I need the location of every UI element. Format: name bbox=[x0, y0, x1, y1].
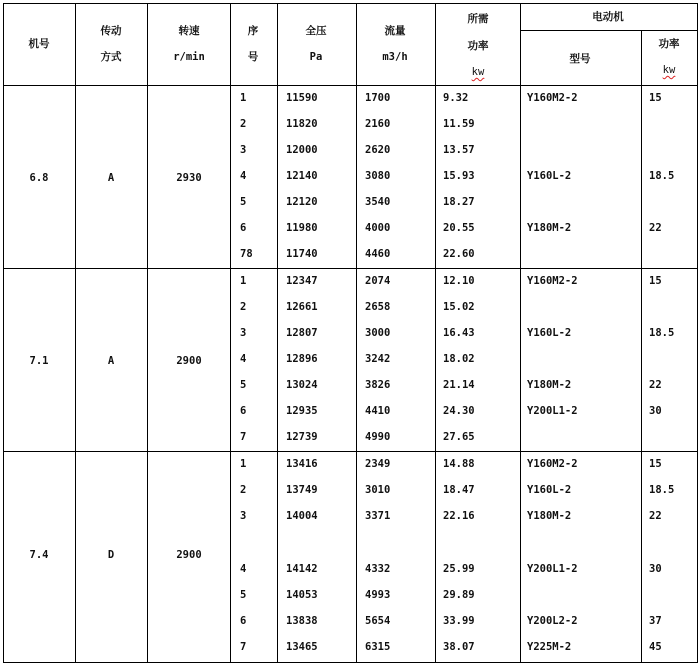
pressure-cell: 12120 bbox=[286, 196, 318, 208]
motor-power-cell: 45 bbox=[649, 641, 662, 653]
pressure-cell: 12661 bbox=[286, 301, 318, 313]
seq-cell: 3 bbox=[240, 144, 247, 156]
motor-model-cell: Y200L1-2 bbox=[527, 563, 578, 575]
power-cell: 29.89 bbox=[443, 589, 475, 601]
pressure-cell: 12739 bbox=[286, 431, 318, 443]
motor-model-cell: Y160M2-2 bbox=[527, 275, 578, 287]
motor-power-cell: 15 bbox=[649, 275, 662, 287]
col-line-3 bbox=[230, 3, 231, 663]
power-cell: 21.14 bbox=[443, 379, 475, 391]
pressure-cell: 13024 bbox=[286, 379, 318, 391]
pressure-cell: 11740 bbox=[286, 248, 318, 260]
power-cell: 27.65 bbox=[443, 431, 475, 443]
pressure-cell: 12000 bbox=[286, 144, 318, 156]
pressure-cell: 13465 bbox=[286, 641, 318, 653]
header-flow-line1: 流量 bbox=[384, 25, 406, 37]
table-border-left bbox=[3, 3, 4, 663]
power-cell: 25.99 bbox=[443, 563, 475, 575]
pressure-cell: 12935 bbox=[286, 405, 318, 417]
motor-model-cell: Y225M-2 bbox=[527, 641, 572, 653]
seq-cell: 7 bbox=[240, 641, 247, 653]
pressure-cell: 14142 bbox=[286, 563, 318, 575]
col-line-6 bbox=[435, 3, 436, 663]
model-no-cell: 7.1 bbox=[29, 355, 49, 367]
col-line-2 bbox=[147, 3, 148, 663]
seq-cell: 2 bbox=[240, 484, 247, 496]
power-cell: 18.02 bbox=[443, 353, 475, 365]
col-line-5 bbox=[356, 3, 357, 663]
seq-cell: 78 bbox=[240, 248, 253, 260]
power-cell: 9.32 bbox=[443, 92, 469, 104]
pressure-cell: 13749 bbox=[286, 484, 318, 496]
seq-cell: 4 bbox=[240, 563, 247, 575]
flow-cell: 2349 bbox=[365, 458, 391, 470]
flow-cell: 3010 bbox=[365, 484, 391, 496]
seq-cell: 5 bbox=[240, 379, 247, 391]
flow-cell: 5654 bbox=[365, 615, 391, 627]
flow-cell: 1700 bbox=[365, 92, 391, 104]
power-cell: 38.07 bbox=[443, 641, 475, 653]
flow-cell: 3000 bbox=[365, 327, 391, 339]
pressure-cell: 13416 bbox=[286, 458, 318, 470]
pressure-cell: 12347 bbox=[286, 275, 318, 287]
seq-cell: 6 bbox=[240, 405, 247, 417]
seq-cell: 2 bbox=[240, 118, 247, 130]
power-cell: 15.02 bbox=[443, 301, 475, 313]
motor-model-cell: Y200L2-2 bbox=[527, 615, 578, 627]
header-power-line1: 所需 bbox=[467, 13, 489, 25]
model-no-cell: 6.8 bbox=[29, 172, 49, 184]
motor-power-cell: 22 bbox=[649, 379, 662, 391]
motor-model-cell: Y160L-2 bbox=[527, 327, 572, 339]
header-motor-model: 型号 bbox=[569, 53, 591, 65]
table-border-bottom bbox=[3, 662, 697, 663]
motor-model-cell: Y180M-2 bbox=[527, 510, 572, 522]
motor-model-cell: Y160M2-2 bbox=[527, 92, 578, 104]
motor-power-cell: 15 bbox=[649, 458, 662, 470]
speed-cell: 2930 bbox=[176, 172, 202, 184]
col-line-7 bbox=[520, 3, 521, 663]
motor-header-divider bbox=[520, 30, 697, 31]
motor-model-cell: Y180M-2 bbox=[527, 222, 572, 234]
flow-cell: 2074 bbox=[365, 275, 391, 287]
power-cell: 18.27 bbox=[443, 196, 475, 208]
power-cell: 22.60 bbox=[443, 248, 475, 260]
header-motor-power-line1: 功率 bbox=[658, 38, 680, 50]
header-drive-line2: 方式 bbox=[100, 51, 122, 63]
pressure-cell: 12896 bbox=[286, 353, 318, 365]
pressure-cell: 14004 bbox=[286, 510, 318, 522]
power-cell: 15.93 bbox=[443, 170, 475, 182]
seq-cell: 3 bbox=[240, 510, 247, 522]
power-cell: 22.16 bbox=[443, 510, 475, 522]
seq-cell: 1 bbox=[240, 275, 247, 287]
pressure-cell: 12807 bbox=[286, 327, 318, 339]
power-cell: 18.47 bbox=[443, 484, 475, 496]
motor-power-cell: 22 bbox=[649, 510, 662, 522]
flow-cell: 3242 bbox=[365, 353, 391, 365]
power-cell: 20.55 bbox=[443, 222, 475, 234]
pressure-cell: 14053 bbox=[286, 589, 318, 601]
motor-power-cell: 18.5 bbox=[649, 327, 675, 339]
flow-cell: 3826 bbox=[365, 379, 391, 391]
motor-model-cell: Y160L-2 bbox=[527, 484, 572, 496]
drive-mode-cell: A bbox=[107, 172, 115, 184]
power-cell: 24.30 bbox=[443, 405, 475, 417]
motor-power-cell: 37 bbox=[649, 615, 662, 627]
pressure-cell: 12140 bbox=[286, 170, 318, 182]
seq-cell: 1 bbox=[240, 458, 247, 470]
table-border-right bbox=[697, 3, 698, 663]
seq-cell: 1 bbox=[240, 92, 247, 104]
header-model-no: 机号 bbox=[28, 38, 50, 50]
motor-model-cell: Y180M-2 bbox=[527, 379, 572, 391]
table-border-top bbox=[3, 3, 697, 4]
speed-cell: 2900 bbox=[176, 549, 202, 561]
flow-cell: 4410 bbox=[365, 405, 391, 417]
col-line-1 bbox=[75, 3, 76, 663]
col-line-4 bbox=[277, 3, 278, 663]
header-speed-line2: r/min bbox=[173, 51, 205, 63]
pressure-cell: 11590 bbox=[286, 92, 318, 104]
power-cell: 11.59 bbox=[443, 118, 475, 130]
header-pressure-line1: 全压 bbox=[305, 25, 327, 37]
drive-mode-cell: D bbox=[107, 549, 115, 561]
flow-cell: 2160 bbox=[365, 118, 391, 130]
power-cell: 33.99 bbox=[443, 615, 475, 627]
seq-cell: 5 bbox=[240, 196, 247, 208]
motor-power-cell: 15 bbox=[649, 92, 662, 104]
col-line-8 bbox=[641, 31, 642, 663]
header-motor-power-unit: kw bbox=[662, 64, 676, 76]
motor-model-cell: Y160L-2 bbox=[527, 170, 572, 182]
motor-power-cell: 30 bbox=[649, 563, 662, 575]
power-cell: 12.10 bbox=[443, 275, 475, 287]
flow-cell: 3080 bbox=[365, 170, 391, 182]
flow-cell: 6315 bbox=[365, 641, 391, 653]
motor-power-cell: 30 bbox=[649, 405, 662, 417]
header-flow-line2: m3/h bbox=[382, 51, 408, 63]
header-seq-line2: 号 bbox=[247, 51, 259, 63]
pressure-cell: 11820 bbox=[286, 118, 318, 130]
group-divider-2 bbox=[3, 451, 697, 452]
flow-cell: 3540 bbox=[365, 196, 391, 208]
speed-cell: 2900 bbox=[176, 355, 202, 367]
motor-power-cell: 18.5 bbox=[649, 170, 675, 182]
model-no-cell: 7.4 bbox=[29, 549, 49, 561]
seq-cell: 2 bbox=[240, 301, 247, 313]
seq-cell: 6 bbox=[240, 222, 247, 234]
motor-power-cell: 22 bbox=[649, 222, 662, 234]
motor-model-cell: Y200L1-2 bbox=[527, 405, 578, 417]
seq-cell: 4 bbox=[240, 353, 247, 365]
header-power-unit: kw bbox=[471, 66, 485, 78]
power-cell: 13.57 bbox=[443, 144, 475, 156]
seq-cell: 5 bbox=[240, 589, 247, 601]
pressure-cell: 13838 bbox=[286, 615, 318, 627]
motor-model-cell: Y160M2-2 bbox=[527, 458, 578, 470]
flow-cell: 4460 bbox=[365, 248, 391, 260]
header-drive-line1: 传动 bbox=[100, 25, 122, 37]
seq-cell: 3 bbox=[240, 327, 247, 339]
flow-cell: 4000 bbox=[365, 222, 391, 234]
seq-cell: 4 bbox=[240, 170, 247, 182]
flow-cell: 4332 bbox=[365, 563, 391, 575]
header-seq-line1: 序 bbox=[247, 25, 259, 37]
header-motor: 电动机 bbox=[592, 11, 624, 23]
flow-cell: 4990 bbox=[365, 431, 391, 443]
group-divider-1 bbox=[3, 268, 697, 269]
seq-cell: 7 bbox=[240, 431, 247, 443]
pressure-cell: 11980 bbox=[286, 222, 318, 234]
flow-cell: 2620 bbox=[365, 144, 391, 156]
power-cell: 16.43 bbox=[443, 327, 475, 339]
drive-mode-cell: A bbox=[107, 355, 115, 367]
flow-cell: 2658 bbox=[365, 301, 391, 313]
header-speed-line1: 转速 bbox=[178, 25, 200, 37]
header-power-line2: 功率 bbox=[467, 40, 489, 52]
power-cell: 14.88 bbox=[443, 458, 475, 470]
seq-cell: 6 bbox=[240, 615, 247, 627]
header-bottom-line bbox=[3, 85, 697, 86]
flow-cell: 3371 bbox=[365, 510, 391, 522]
header-pressure-line2: Pa bbox=[309, 51, 323, 63]
flow-cell: 4993 bbox=[365, 589, 391, 601]
motor-power-cell: 18.5 bbox=[649, 484, 675, 496]
